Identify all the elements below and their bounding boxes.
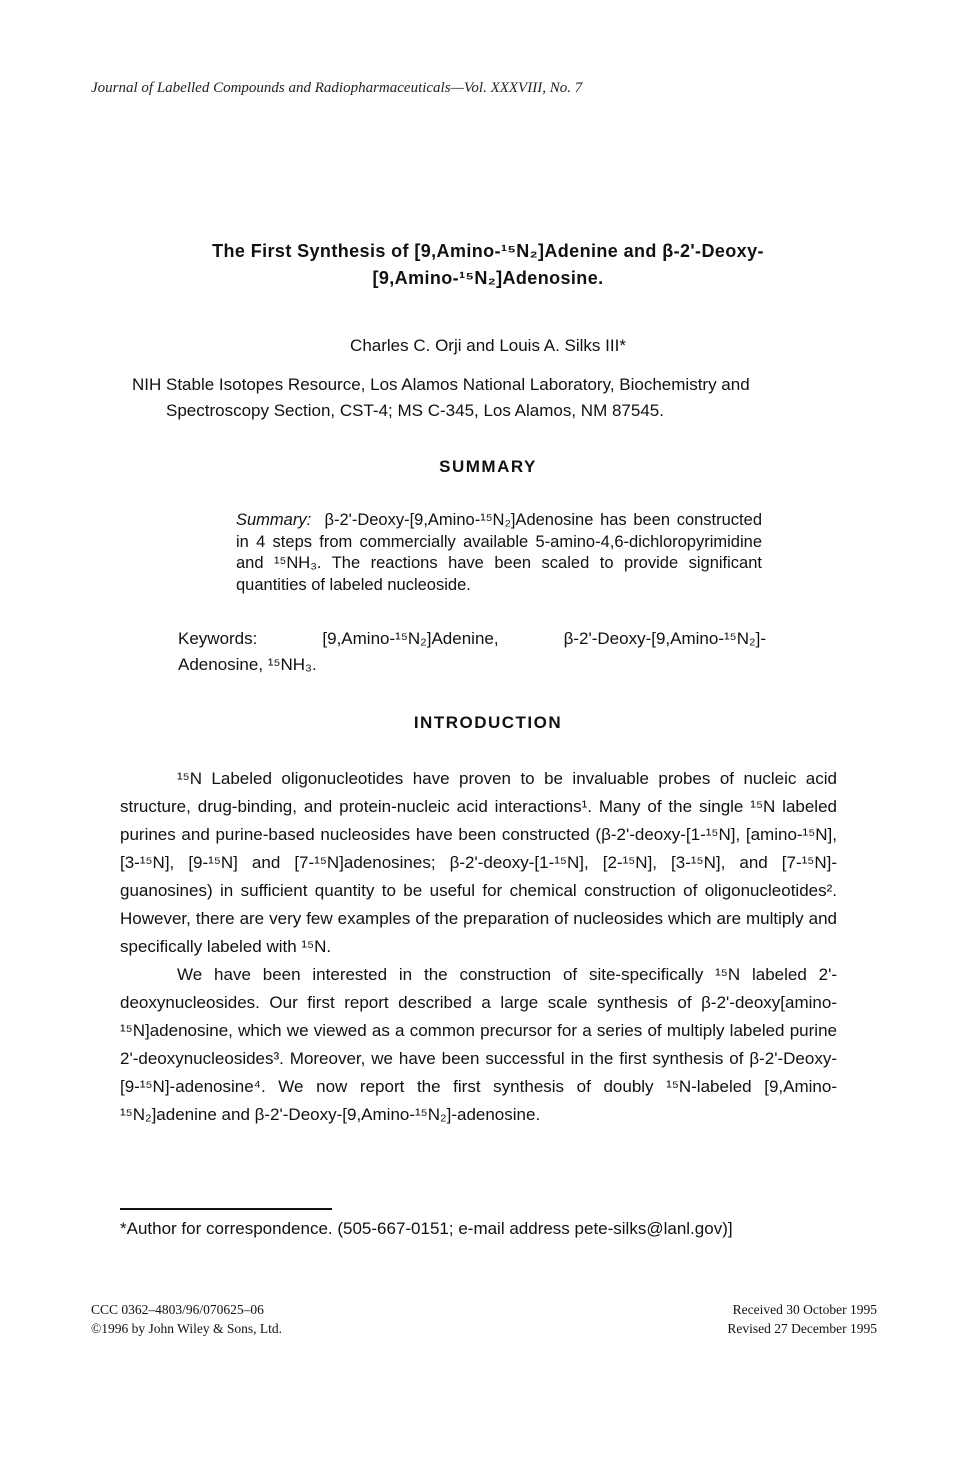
introduction-body xyxy=(120,765,837,1129)
keyword-1: [9,Amino-¹⁵N₂]Adenine, xyxy=(322,629,499,648)
footer-copyright xyxy=(91,1300,282,1338)
keywords-line-2: Adenosine, ¹⁵NH₃. xyxy=(178,655,317,674)
introduction-heading: INTRODUCTION xyxy=(413,713,563,732)
keyword-2: β-2'-Deoxy-[9,Amino-¹⁵N₂]- xyxy=(563,629,766,648)
intro-paragraph-1: ¹⁵N Labeled oligonucleotides have proven to be invaluable probes of nucleic acid structure, drug-binding, and protein-nucleic acid interactions¹. Many of the single ¹⁵N labeled purines and purine-based nucleosides have been constructed (β-2'-deoxy-[1-¹⁵N], [amino-¹⁵N], [3-¹⁵N], [9-¹⁵N] and [7-¹⁵N]adenosines; β-2'-deoxy-[1-¹⁵N], [2-¹⁵N], [3-¹⁵N], and [7-¹⁵N]-guanosines) in sufficient quantity to be useful for chemical construction of oligonucleotides². However, there are very few examples of the preparation of nucleosides which are multiply and specifically labeled with ¹⁵N. xyxy=(120,769,837,956)
ccc-code: CCC 0362–4803/96/070625–06 xyxy=(91,1302,264,1317)
title-line-1: The First Synthesis of [9,Amino-¹⁵N₂]Adenine and β-2'-Deoxy- xyxy=(212,241,764,261)
footer-dates xyxy=(727,1300,877,1338)
title-line-2: [9,Amino-¹⁵N₂]Adenosine. xyxy=(372,268,604,288)
summary-text xyxy=(236,510,762,596)
journal-header: Journal of Labelled Compounds and Radiopharmaceuticals—Vol. XXXVIII, No. 7 xyxy=(91,80,583,96)
keywords-label: Keywords: xyxy=(178,629,258,648)
affiliation xyxy=(132,372,852,424)
affiliation-line-2: Spectroscopy Section, CST-4; MS C-345, Los Alamos, NM 87545. xyxy=(166,401,664,420)
copyright-line: ©1996 by John Wiley & Sons, Ltd. xyxy=(91,1321,282,1336)
article-title xyxy=(120,238,856,292)
keywords xyxy=(178,626,766,678)
summary-body: β-2'-Deoxy-[9,Amino-¹⁵N₂]Adenosine has been constructed in 4 steps from commercially available 5-amino-4,6-dichloropyrimidine and ¹⁵NH₃. The reactions have been scaled to provide significant quantities of labeled nucleoside. xyxy=(236,511,762,594)
authors: Charles C. Orji and Louis A. Silks III* xyxy=(350,336,626,355)
summary-heading: SUMMARY xyxy=(439,457,537,476)
footnote-divider xyxy=(120,1208,332,1210)
received-date: Received 30 October 1995 xyxy=(732,1302,877,1317)
correspondence-footnote: *Author for correspondence. (505-667-0151; e-mail address pete-silks@lanl.gov)] xyxy=(120,1219,733,1238)
intro-paragraph-2: We have been interested in the construction of site-specifically ¹⁵N labeled 2'-deoxynucleosides. Our first report described a large scale synthesis of β-2'-deoxy[amino-¹⁵N]adenosine, which we viewed as a common precursor for a series of multiply labeled purine 2'-deoxynucleosides³. Moreover, we have been successful in the first synthesis of β-2'-Deoxy-[9-¹⁵N]-adenosine⁴. We now report the first synthesis of doubly ¹⁵N-labeled [9,Amino-¹⁵N₂]adenine and β-2'-Deoxy-[9,Amino-¹⁵N₂]-adenosine. xyxy=(120,965,837,1124)
affiliation-line-1: NIH Stable Isotopes Resource, Los Alamos National Laboratory, Biochemistry and xyxy=(132,375,750,394)
revised-date: Revised 27 December 1995 xyxy=(727,1321,877,1336)
summary-label: Summary: xyxy=(236,511,312,529)
